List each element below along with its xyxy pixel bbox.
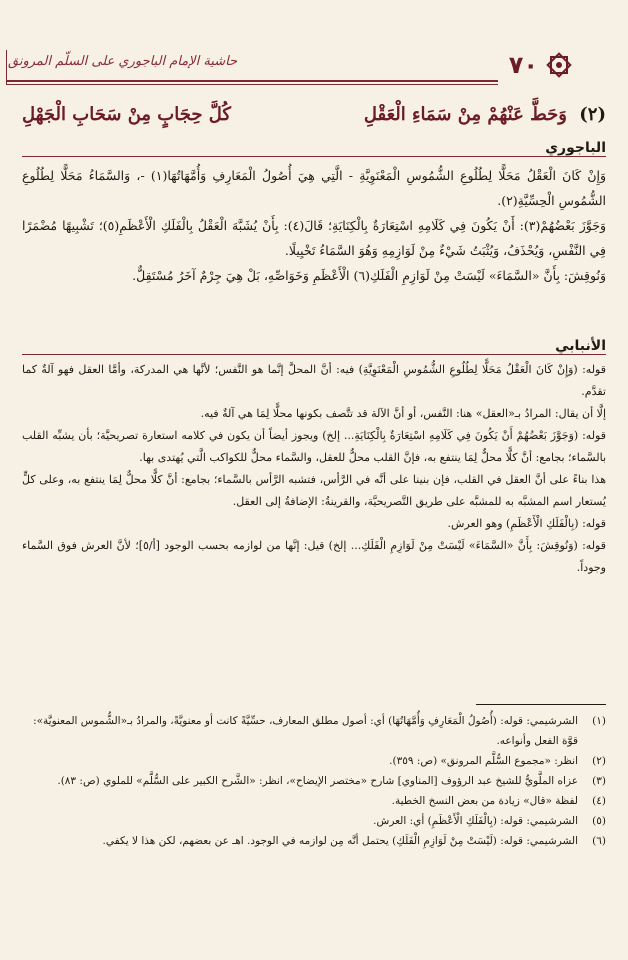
anbabi-section xyxy=(22,338,606,579)
anbabi-paragraph-5: قوله: (بِالْفَلَكِ الْأَعْظَمِ) وهو العرش. xyxy=(447,517,606,530)
anbabi-paragraph-2: إلَّا أن يقال: المرادُ بـ«العقل» هنا: النَّفس، أو أنَّ الآلة قد تتَّصف بكونها محلًّا لِمَا هي آلةٌ فيه. xyxy=(200,407,606,420)
footnote-text: لفظة «قال» زيادة من بعض النسخ الخطية. xyxy=(391,795,578,807)
bajuri-section xyxy=(22,140,606,288)
verse-second-hemistich: كُلَّ حِجَابٍ مِنْ سَحَابِ الْجَهْلِ xyxy=(22,104,231,125)
footnote-number: (٥) xyxy=(592,815,606,827)
footnote-number: (٢) xyxy=(592,755,606,767)
footnote-number: (٤) xyxy=(592,795,606,807)
verse-first-hemistich: وَحَطَّ عَنْهُمْ مِنْ سَمَاءِ الْعَقْلِ xyxy=(363,104,567,125)
footnote-text: الشرشيمي: قوله: (لَيْسَتْ مِنْ لَوَازِمِ الْفَلَكِ) يحتمل أنَّه مِن لوازمه في الوجود. اهـ عن بعضهم، لكن هذا لا يكفي. xyxy=(102,835,578,847)
footnote xyxy=(22,711,606,751)
anbabi-paragraph-4: هذا بناءً على أنَّ العقل في القلب، فإن بنينا على أنَّه في الرَّأس، فتشبه الرَّأس بالسَّماء؛ بجامع: أنَّ كلًّا محلٌّ لِمَا ينتفع به، وعلى كلٍّ يُستعار اسم المشبَّه به للمشبَّه على طريق التَّصريحيَّة، والقرينةُ: الإضافةُ إلى العقل. xyxy=(22,473,606,508)
verse-number: (٢) xyxy=(579,104,606,125)
running-title: حاشية الإمام الباجوري على السلّم المرونق xyxy=(8,54,238,69)
footnote xyxy=(22,791,606,811)
bajuri-paragraph-2: وَجَوَّزَ بَعْضُهُمْ(٣): أَنْ يَكُونَ فِي كَلَامِهِ اسْتِعَارَةٌ بِالْكِنَايَةِ؛ قَالَ(٤): بِأَنْ يُشَبَّهَ الْعَقْلُ بِالْفَلَكِ الْأَعْظَمِ(٥)؛ تَشْبِيهًا مُضْمَرًا فِي النَّفْسِ، وَيُحْذَفُ، وَيُثْبَتُ شَيْءٌ مِنْ لَوَازِمِهِ وَهُوَ السَّمَاءُ تَخْيِيلًا. xyxy=(22,218,606,258)
anbabi-paragraph-6: قوله: (وَنُوقِشَ: بِأَنَّ «السَّمَاءَ» لَيْسَتْ مِنْ لَوَازِمِ الْفَلَكِ... إلخ) قيل: إنَّها من لوازمه بحسب الوجود [أ/٥]؛ لأنَّ العرش فوق السَّماء وجوداً. xyxy=(22,539,606,574)
anbabi-label: الأنبابي xyxy=(555,338,606,354)
footnotes-section xyxy=(22,704,606,851)
verse-first-hemistich-wrap xyxy=(364,104,606,134)
bajuri-rule xyxy=(22,156,606,157)
footnote xyxy=(22,811,606,831)
footnote-text: الشرشيمي: قوله: (أُصُولُ الْمَعَارِفِ وَأُمَّهَاتُهَا) أي: أصول مطلق المعارف، حسِّيَّةً كانت أو معنويَّةً، والمرادُ بـ«الشُّموس المعنويَّة»: قوَّة الفعل وأنواعه. xyxy=(33,715,578,747)
footnote xyxy=(22,831,606,851)
page-number-box xyxy=(509,50,574,80)
anbabi-paragraph-1: قوله: (وَإِنْ كَانَ الْعَقْلُ مَحَلًّا لِطُلُوعِ الشُّمُوسِ الْمَعْنَوِيَّةِ) فيه: أنَّ المحلَّ إنَّما هو النَّفس؛ لأنَّها هي المدركة، وأمَّا العقل فهو آلةٌ كما تقدَّم. xyxy=(22,363,606,398)
header-rule xyxy=(6,80,498,82)
footnote-number: (٦) xyxy=(592,835,606,847)
bajuri-paragraph-1: وَإِنْ كَانَ الْعَقْلُ مَحَلًّا لِطُلُوعِ الشُّمُوسِ الْمَعْنَوِيَّةِ - الَّتِي هِيَ أُصُولُ الْمَعَارِفِ وَأُمَّهَاتُهَا(١) -، وَالسَّمَاءُ مَحَلًّا لِطُلُوعِ الشُّمُوسِ الْحِسِّيَّةِ(٢). xyxy=(22,168,607,208)
footnote-text: عزاه الملَّويُّ للشيخ عبد الرؤوف [المناوي] شارح «مختصر الإيضاح»، انظر: «الشَّرح الكبير على السُّلَّم» للملوي (ص: ٨٣). xyxy=(57,775,578,787)
header-rule-thin xyxy=(6,84,498,85)
header-vertical-rule xyxy=(6,50,7,84)
footnote-number: (٣) xyxy=(592,775,606,787)
poem-verse xyxy=(22,104,606,134)
page-header xyxy=(0,44,628,94)
footnote-number: (١) xyxy=(592,715,606,727)
footnote xyxy=(22,771,606,791)
anbabi-rule xyxy=(22,354,606,355)
footnote-text: انظر: «مجموع السُّلَّم المرونق» (ص: ٣٥٩). xyxy=(389,755,578,767)
star-ornament-icon xyxy=(544,50,574,80)
bajuri-paragraph-3: وَنُوقِشَ: بِأَنَّ «السَّمَاءَ» لَيْسَتْ مِنْ لَوَازِمِ الْفَلَكِ(٦) الْأَعْظَمِ وَخَوَاصِّهِ، بَلْ هِيَ جِرْمٌ آخَرُ مُسْتَقِلٌّ. xyxy=(132,268,606,283)
footnote-text: الشرشيمي: قوله: (بِالْفَلَكِ الْأَعْظَمِ) أي: العرش. xyxy=(373,815,578,827)
page-number: ٧٠ xyxy=(508,51,538,79)
bajuri-label: الباجوري xyxy=(545,140,606,156)
footnote xyxy=(22,751,606,771)
anbabi-paragraph-3: قوله: (وَجَوَّزَ بَعْضُهُمْ أَنْ يَكُونَ فِي كَلَامِهِ اسْتِعَارَةٌ بِالْكِنَايَةِ... إلخ) ويجوز أيضاً أن يكون في كلامه استعارة تصريحيَّة؛ بأن يشبِّه القلب بالسَّماء؛ بجامع: أنَّ كلًّا محلٌّ لِمَا ينتفع به، فإنَّ القلب محلٌّ للعقل، والسَّماء محلٌّ للكواكب الَّتي يُهتدى بها. xyxy=(22,429,606,464)
